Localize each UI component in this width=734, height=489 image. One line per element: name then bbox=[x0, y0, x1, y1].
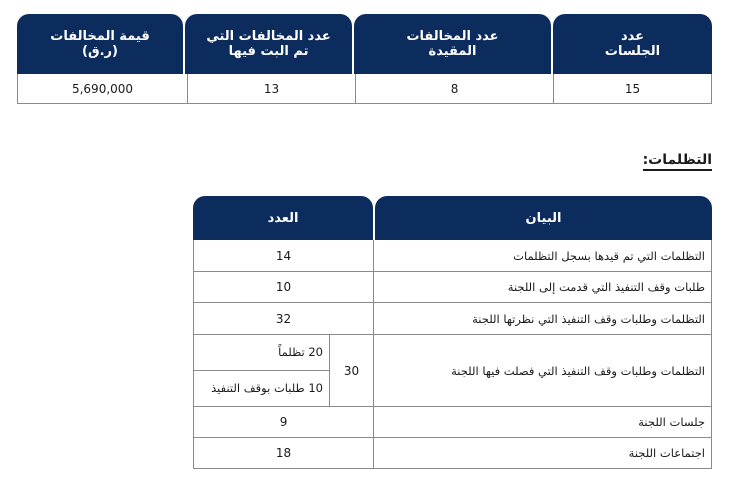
table-row bbox=[194, 334, 711, 406]
header-description: البيان bbox=[375, 196, 712, 240]
row-count: 18 bbox=[275, 446, 292, 460]
breakdown-parts bbox=[194, 335, 329, 406]
header-decided-line1: عدد المخالفات التي bbox=[206, 29, 331, 44]
row-label: طلبات وقف التنفيذ التي قدمت إلى اللجنة bbox=[373, 272, 711, 302]
table-row bbox=[194, 406, 711, 437]
row-label: التظلمات وطلبات وقف التنفيذ التي نظرتها اللجنة bbox=[373, 303, 711, 334]
header-sessions bbox=[553, 14, 712, 74]
row-count: 30 bbox=[329, 335, 373, 406]
row-count: 14 bbox=[275, 248, 292, 263]
header-sessions-line2: الجلسات bbox=[604, 44, 661, 59]
complaints-table-header bbox=[193, 196, 712, 240]
header-restricted bbox=[354, 14, 551, 74]
header-value-line2: (ر.ق) bbox=[82, 44, 118, 59]
violations-table-row bbox=[17, 74, 712, 104]
header-restricted-line2: المقيدة bbox=[428, 44, 477, 59]
row-label: التظلمات التي تم قيدها بسجل التظلمات bbox=[373, 240, 711, 271]
row-label: جلسات اللجنة bbox=[373, 407, 711, 437]
table-row bbox=[194, 240, 711, 271]
row-label: التظلمات وطلبات وقف التنفيذ التي فصلت فيها اللجنة bbox=[373, 335, 711, 406]
header-value bbox=[17, 14, 183, 74]
complaints-table bbox=[193, 196, 712, 469]
row-count: 32 bbox=[275, 311, 292, 326]
complaints-table-body bbox=[193, 240, 712, 469]
row-label: اجتماعات اللجنة bbox=[373, 438, 711, 468]
header-decided-line2: تم البت فيها bbox=[228, 44, 309, 59]
table-row bbox=[194, 271, 711, 302]
header-count: العدد bbox=[193, 196, 373, 240]
cell-decided: 13 bbox=[187, 74, 355, 103]
cell-restricted: 8 bbox=[355, 74, 553, 103]
row-count: 10 bbox=[275, 280, 292, 294]
cell-sessions: 15 bbox=[553, 74, 711, 103]
cell-value: 5,690,000 bbox=[71, 81, 134, 96]
breakdown-stay-requests: 10 طلبات بوقف التنفيذ bbox=[194, 370, 329, 406]
violations-table-header bbox=[17, 14, 712, 74]
header-decided bbox=[185, 14, 352, 74]
section-title: التظلمات: bbox=[643, 152, 712, 171]
violations-table bbox=[17, 14, 712, 104]
row-count: 9 bbox=[279, 415, 288, 429]
header-value-line1: قيمة المخالفات bbox=[50, 29, 150, 44]
header-restricted-line1: عدد المخالفات bbox=[406, 29, 499, 44]
header-sessions-line1: عدد bbox=[620, 29, 644, 44]
row-breakdown bbox=[194, 335, 373, 406]
table-row bbox=[194, 437, 711, 468]
table-row bbox=[194, 302, 711, 334]
breakdown-complaints: 20 تظلماً bbox=[278, 345, 323, 359]
